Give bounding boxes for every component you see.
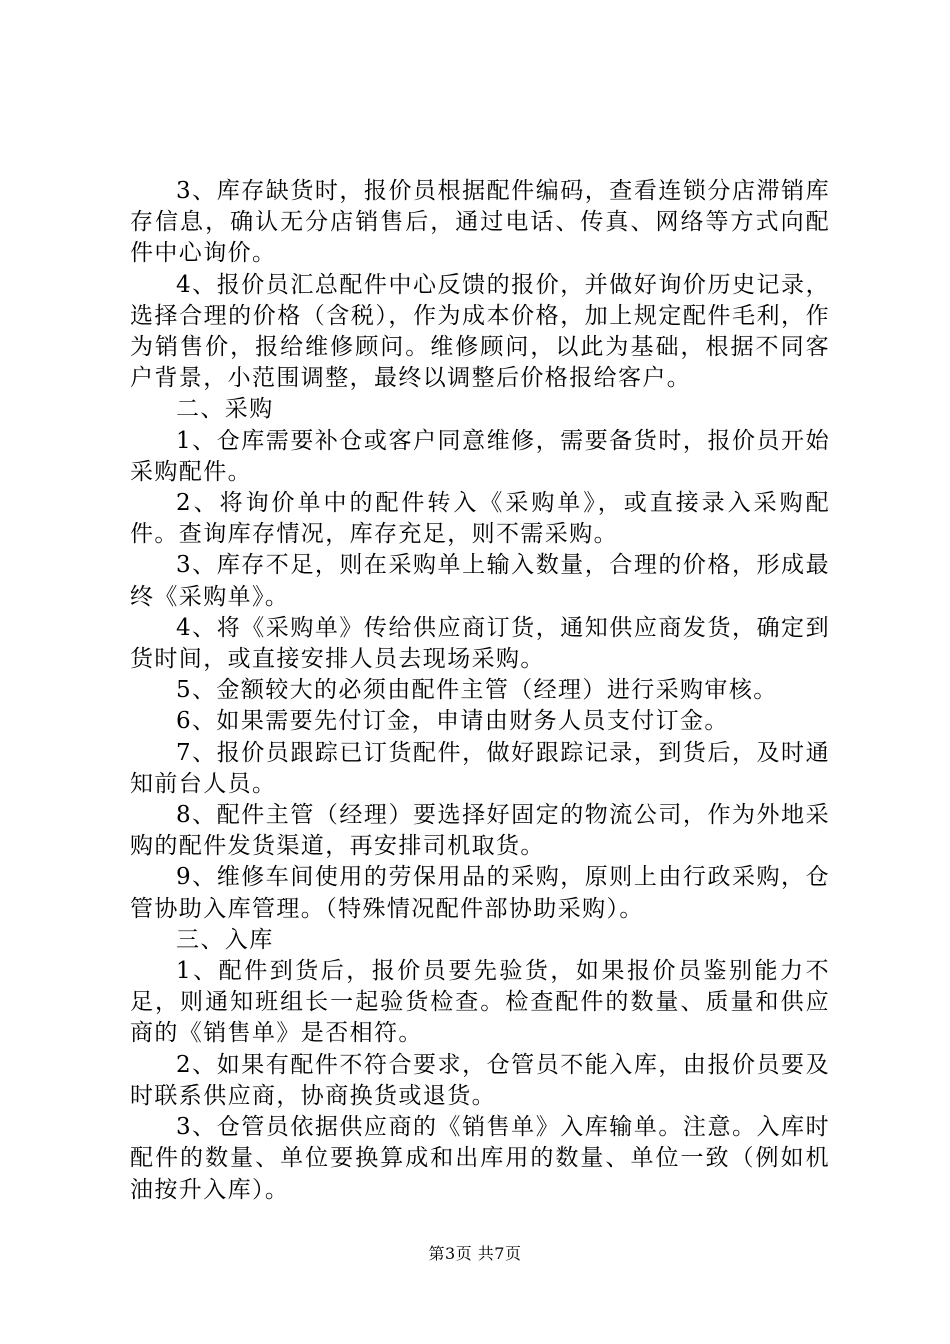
- paragraph-purchase-8: 8、配件主管（经理）要选择好固定的物流公司，作为外地采购的配件发货渠道，再安排司机取货。: [130, 802, 830, 860]
- paragraph-purchase-6: 6、如果需要先付订金，申请由财务人员支付订金。: [176, 708, 729, 735]
- paragraph-purchase-9: 9、维修车间使用的劳保用品的采购，原则上由行政采购，仓管协助入库管理。（特殊情况配件部协助采购）。: [130, 864, 830, 922]
- paragraph-stock-in-2: 2、如果有配件不符合要求，仓管员不能入库，由报价员要及时联系供应商，协商换货或退货。: [130, 1051, 830, 1109]
- paragraph-inquiry-4: 4、报价员汇总配件中心反馈的报价，并做好询价历史记录，选择合理的价格（含税），作为成本价格，加上规定配件毛利，作为销售价，报给维修顾问。维修顾问，以此为基础，根据不同客户背景，小范围调整，最终以调整后价格报给客户。: [130, 271, 830, 392]
- paragraph-purchase-1: 1、仓库需要补仓或客户同意维修，需要备货时，报价员开始采购配件。: [130, 427, 830, 485]
- paragraph-purchase-2: 2、将询价单中的配件转入《采购单》，或直接录入采购配件。查询库存情况，库存充足，则不需采购。: [130, 490, 830, 548]
- document-body: [130, 176, 830, 1206]
- paragraph-purchase-5: 5、金额较大的必须由配件主管（经理）进行采购审核。: [176, 677, 778, 704]
- section-heading-stock-in: 三、入库: [176, 926, 274, 953]
- paragraph-purchase-3: 3、库存不足，则在采购单上输入数量，合理的价格，形成最终《采购单》。: [130, 552, 830, 610]
- paragraph-purchase-4: 4、将《采购单》传给供应商订货，通知供应商发货，确定到货时间，或直接安排人员去现场采购。: [130, 614, 830, 673]
- paragraph-inquiry-3: 3、库存缺货时，报价员根据配件编码，查看连锁分店滞销库存信息，确认无分店销售后，通过电话、传真、网络等方式向配件中心询价。: [130, 178, 830, 267]
- page-number-footer: 第3页 共7页: [428, 1244, 522, 1263]
- paragraph-purchase-7: 7、报价员跟踪已订货配件，做好跟踪记录，到货后，及时通知前台人员。: [130, 739, 830, 797]
- paragraph-stock-in-3: 3、仓管员依据供应商的《销售单》入库输单。注意。入库时配件的数量、单位要换算成和出库用的数量、单位一致（例如机油按升入库）。: [130, 1114, 830, 1203]
- section-heading-purchase: 二、采购: [176, 396, 274, 423]
- paragraph-stock-in-1: 1、配件到货后，报价员要先验货，如果报价员鉴别能力不足，则通知班组长一起验货检查。检查配件的数量、质量和供应商的《销售单》是否相符。: [130, 958, 830, 1047]
